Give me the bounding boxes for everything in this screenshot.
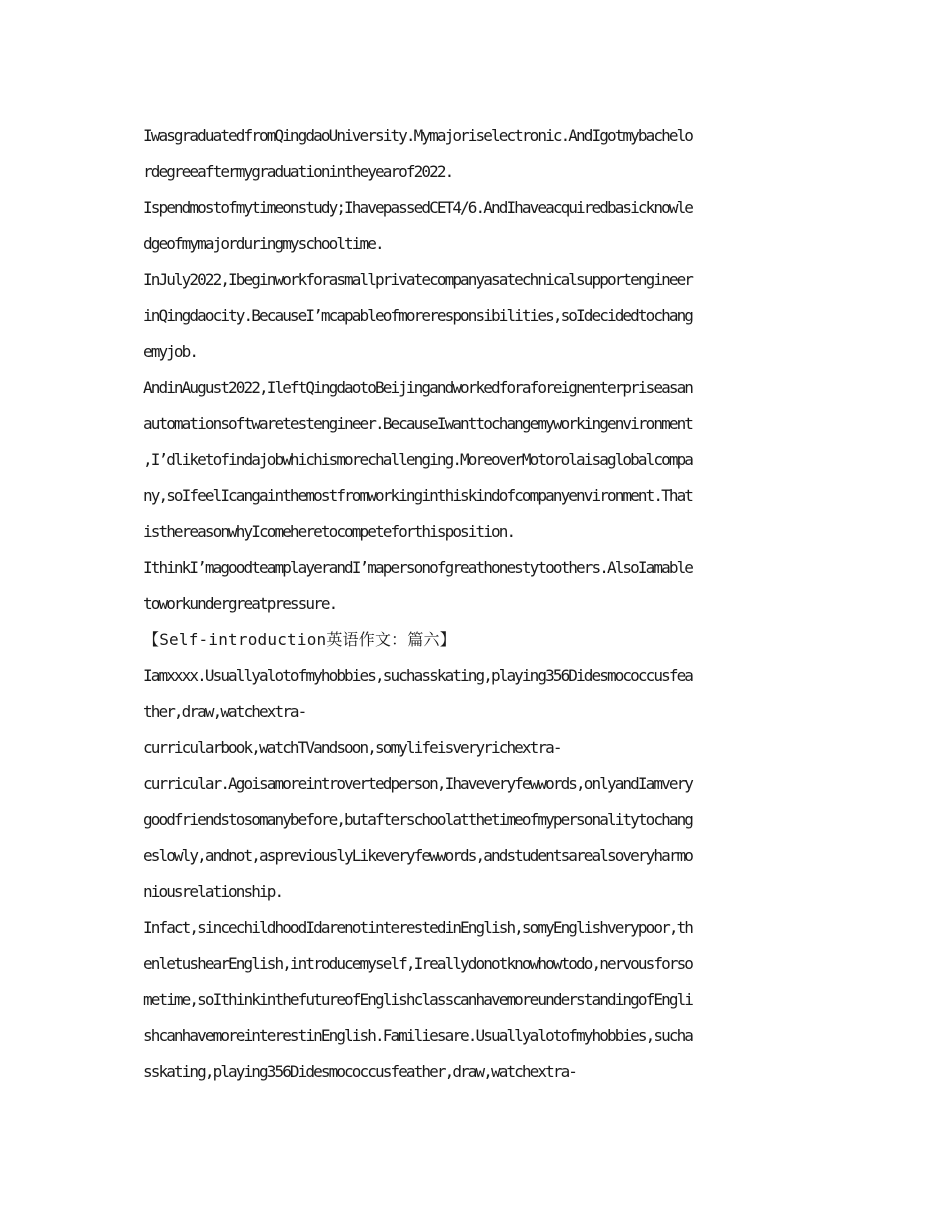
text-line: ther,draw,watchextra-: [143, 702, 306, 721]
text-line: curricular.Agoisamoreintrovertedperson,Ihaveveryfewwords,onlyandIamvery: [143, 774, 693, 793]
text-line: inQingdaocity.BecauseI’mcapableofmoreresponsibilities,soIdecidedtochang: [143, 306, 693, 325]
text-line: IwasgraduatedfromQingdaoUniversity.Mymajoriselectronic.AndIgotmybachelo: [143, 126, 693, 145]
text-line: metime,soIthinkinthefutureofEnglishclasscanhavemoreunderstandingofEngli: [143, 990, 693, 1009]
text-line: dgeofmymajorduringmyschooltime.: [143, 234, 383, 253]
text-line: niousrelationship.: [143, 882, 283, 901]
text-line: IthinkI’magoodteamplayerandI’mapersonofgreathonestytoothers.AlsoIamable: [143, 558, 693, 577]
text-line: curricularbook,watchTVandsoon,somylifeisveryrichextra-: [143, 738, 561, 757]
text-line: isthereasonwhyIcomeheretocompeteforthisposition.: [143, 522, 515, 541]
text-line: eslowly,andnot,aspreviouslyLikeveryfewwords,andstudentsarealsoveryharmo: [143, 846, 693, 865]
section-heading: 【Self-introduction英语作文：篇六】: [143, 630, 456, 649]
text-line: Infact,sincechildhoodIdarenotinterestedinEnglish,somyEnglishverypoor,th: [143, 918, 693, 937]
text-line: enletushearEnglish,introducemyself,Ireallydonotknowhowtodo,nervousforso: [143, 954, 693, 973]
text-line: Ispendmostofmytimeonstudy;IhavepassedCET4/6.AndIhaveacquiredbasicknowle: [143, 198, 693, 217]
text-line: shcanhavemoreinterestinEnglish.Familiesare.Usuallyalotofmyhobbies,sucha: [143, 1026, 693, 1045]
text-line: sskating,playing356Didesmococcusfeather,draw,watchextra-: [143, 1062, 577, 1081]
text-line: goodfriendstosomanybefore,butafterschoolatthetimeofmypersonalitytochang: [143, 810, 693, 829]
document-body: [143, 118, 807, 1090]
text-line: rdegreeaftermygraduationintheyearof2022.: [143, 162, 453, 181]
text-line: emyjob.: [143, 342, 198, 361]
text-line: InJuly2022,Ibeginworkforasmallprivatecompanyasatechnicalsupportengineer: [143, 270, 693, 289]
text-line: automationsoftwaretestengineer.BecauseIwanttochangemyworkingenvironment: [143, 414, 693, 433]
text-line: Iamxxxx.Usuallyalotofmyhobbies,suchasskating,playing356Didesmococcusfea: [143, 666, 693, 685]
text-line: ny,soIfeelIcangainthemostfromworkinginthiskindofcompanyenvironment.That: [143, 486, 693, 505]
text-line: ,I’dliketofindajobwhichismorechallenging.MoreoverMotorolaisaglobalcompa: [143, 450, 693, 469]
text-line: AndinAugust2022,IleftQingdaotoBeijingandworkedforaforeignenterpriseasan: [143, 378, 693, 397]
text-line: toworkundergreatpressure.: [143, 594, 337, 613]
